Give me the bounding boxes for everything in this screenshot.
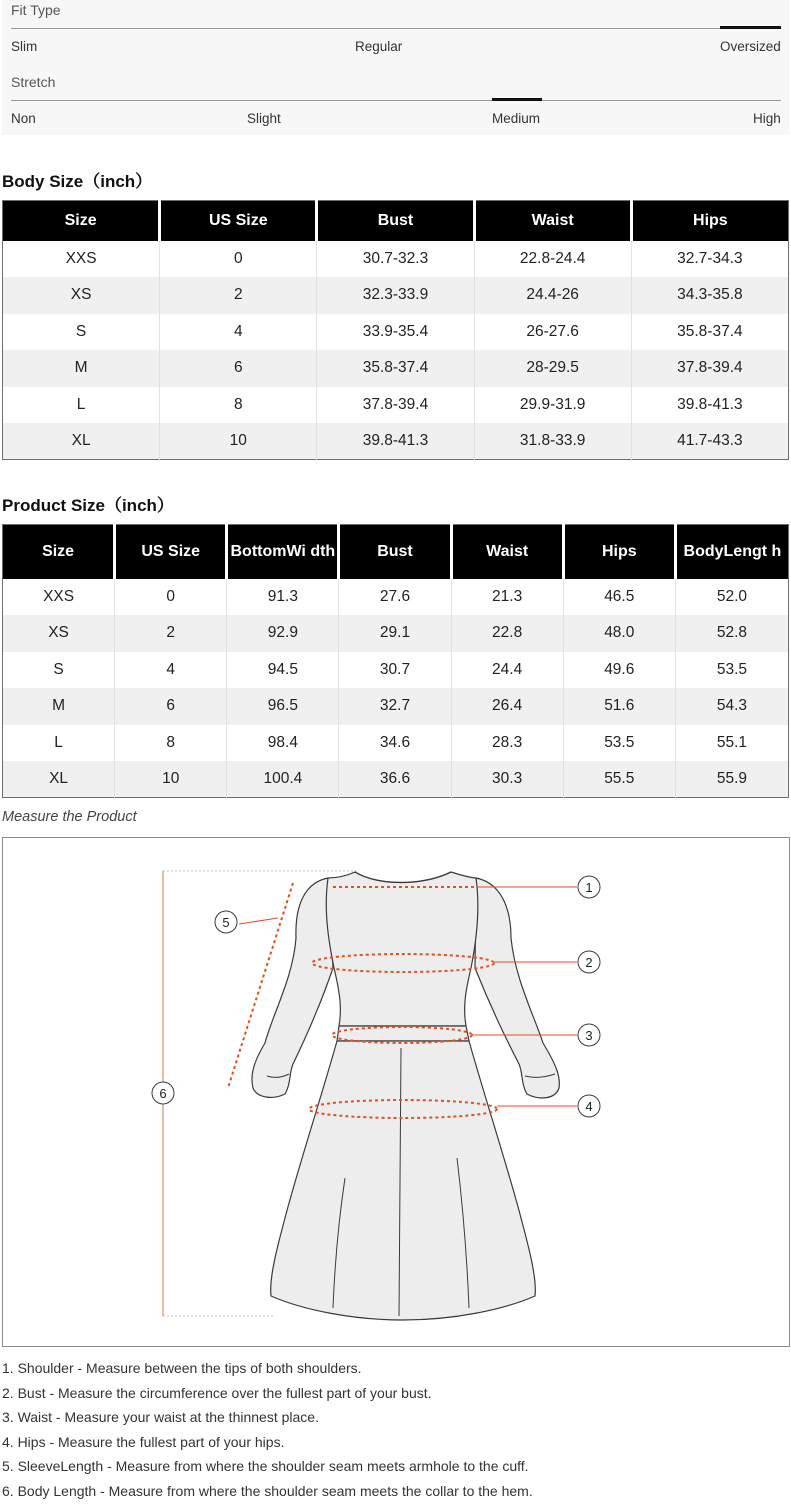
- table-cell: 52.0: [675, 579, 788, 616]
- product-size-title: Product Size（inch）: [2, 491, 174, 516]
- fit-type-label: Fit Type: [11, 2, 61, 18]
- table-cell: 34.3-35.8: [631, 277, 788, 314]
- table-cell: 30.3: [451, 761, 563, 798]
- table-cell: 6: [160, 350, 317, 387]
- table-cell: 28.3: [451, 725, 563, 762]
- table-cell: 31.8-33.9: [474, 423, 631, 460]
- fit-option-oversized: Oversized: [720, 39, 781, 54]
- table-cell: 54.3: [675, 688, 788, 725]
- table-cell: 35.8-37.4: [317, 350, 474, 387]
- table-row: [3, 350, 789, 387]
- table-cell: 26-27.6: [474, 314, 631, 351]
- callout-label-5: 5: [222, 915, 229, 930]
- table-cell: 4: [160, 314, 317, 351]
- stretch-selected-marker: [492, 98, 542, 101]
- table-cell: 49.6: [563, 652, 675, 689]
- header-bust: Bust: [317, 201, 474, 241]
- table-row: [3, 423, 789, 460]
- table-cell: 37.8-39.4: [631, 350, 788, 387]
- fit-type-scale: [11, 28, 781, 29]
- table-cell: 94.5: [227, 652, 339, 689]
- table-cell: 51.6: [563, 688, 675, 725]
- table-cell: 29.9-31.9: [474, 387, 631, 424]
- table-cell: 28-29.5: [474, 350, 631, 387]
- stretch-option-high: High: [753, 111, 781, 126]
- table-cell: S: [3, 652, 115, 689]
- table-cell: 29.1: [339, 615, 451, 652]
- table-cell: 55.9: [675, 761, 788, 798]
- table-cell: 39.8-41.3: [317, 423, 474, 460]
- table-cell: 55.5: [563, 761, 675, 798]
- body-size-header-row: [3, 201, 789, 241]
- table-cell: L: [3, 725, 115, 762]
- header-hips: Hips: [631, 201, 788, 241]
- table-cell: 22.8: [451, 615, 563, 652]
- fit-panel: [2, 0, 789, 135]
- header-size: Size: [3, 525, 115, 579]
- header-size: Size: [3, 201, 160, 241]
- table-cell: 33.9-35.4: [317, 314, 474, 351]
- table-cell: 53.5: [563, 725, 675, 762]
- product-size-table: [2, 524, 789, 798]
- stretch-label: Stretch: [11, 74, 55, 90]
- table-cell: 92.9: [227, 615, 339, 652]
- table-row: [3, 761, 789, 798]
- note-body-length: 6. Body Length - Measure from where the shoulder seam meets the collar to the hem.: [2, 1481, 782, 1505]
- table-cell: M: [3, 688, 115, 725]
- table-cell: 0: [160, 241, 317, 278]
- table-cell: 36.6: [339, 761, 451, 798]
- table-cell: 6: [115, 688, 227, 725]
- callout-label-2: 2: [585, 955, 592, 970]
- note-hips: 4. Hips - Measure the fullest part of your hips.: [2, 1432, 782, 1457]
- left-sleeve: [252, 878, 333, 1097]
- table-cell: 24.4-26: [474, 277, 631, 314]
- table-cell: XS: [3, 277, 160, 314]
- fit-option-slim: Slim: [11, 39, 37, 54]
- table-row: [3, 314, 789, 351]
- table-cell: 53.5: [675, 652, 788, 689]
- table-cell: XS: [3, 615, 115, 652]
- table-cell: 39.8-41.3: [631, 387, 788, 424]
- table-cell: 0: [115, 579, 227, 616]
- table-row: [3, 652, 789, 689]
- table-cell: 24.4: [451, 652, 563, 689]
- header-bust: Bust: [339, 525, 451, 579]
- table-cell: 32.7-34.3: [631, 241, 788, 278]
- table-row: [3, 688, 789, 725]
- body-size-table: [2, 200, 789, 460]
- table-cell: M: [3, 350, 160, 387]
- header-body-length: BodyLengt h: [675, 525, 788, 579]
- callout-label-4: 4: [585, 1099, 592, 1114]
- table-cell: 2: [160, 277, 317, 314]
- table-cell: 4: [115, 652, 227, 689]
- table-row: [3, 277, 789, 314]
- table-cell: XL: [3, 761, 115, 798]
- header-hips: Hips: [563, 525, 675, 579]
- table-cell: 48.0: [563, 615, 675, 652]
- stretch-option-non: Non: [11, 111, 36, 126]
- stretch-scale: [11, 100, 781, 101]
- table-cell: 27.6: [339, 579, 451, 616]
- table-cell: 91.3: [227, 579, 339, 616]
- table-cell: 8: [115, 725, 227, 762]
- table-cell: 22.8-24.4: [474, 241, 631, 278]
- table-cell: XL: [3, 423, 160, 460]
- bodice: [326, 872, 478, 1026]
- table-cell: 100.4: [227, 761, 339, 798]
- table-cell: 32.3-33.9: [317, 277, 474, 314]
- table-row: [3, 725, 789, 762]
- right-sleeve: [475, 878, 559, 1098]
- table-cell: 26.4: [451, 688, 563, 725]
- note-waist: 3. Waist - Measure your waist at the thinnest place.: [2, 1407, 782, 1432]
- body-size-title: Body Size（inch）: [2, 167, 152, 192]
- measure-caption: Measure the Product: [2, 809, 137, 825]
- product-size-header-row: [3, 525, 789, 579]
- table-cell: 30.7: [339, 652, 451, 689]
- table-cell: 2: [115, 615, 227, 652]
- table-cell: 32.7: [339, 688, 451, 725]
- table-cell: 52.8: [675, 615, 788, 652]
- table-cell: XXS: [3, 579, 115, 616]
- table-cell: S: [3, 314, 160, 351]
- note-shoulder: 1. Shoulder - Measure between the tips of both shoulders.: [2, 1358, 782, 1383]
- header-waist: Waist: [451, 525, 563, 579]
- dress-illustration: [3, 838, 789, 1346]
- table-cell: 8: [160, 387, 317, 424]
- table-cell: 30.7-32.3: [317, 241, 474, 278]
- callout-label-6: 6: [159, 1086, 166, 1101]
- table-row: [3, 615, 789, 652]
- table-cell: 55.1: [675, 725, 788, 762]
- table-row: [3, 387, 789, 424]
- table-row: [3, 241, 789, 278]
- callout-label-3: 3: [585, 1028, 592, 1043]
- callout-label-1: 1: [585, 880, 592, 895]
- table-cell: 10: [115, 761, 227, 798]
- table-cell: 35.8-37.4: [631, 314, 788, 351]
- table-cell: 46.5: [563, 579, 675, 616]
- table-cell: XXS: [3, 241, 160, 278]
- table-cell: 37.8-39.4: [317, 387, 474, 424]
- fit-option-regular: Regular: [355, 39, 402, 54]
- table-cell: 21.3: [451, 579, 563, 616]
- table-cell: L: [3, 387, 160, 424]
- table-cell: 10: [160, 423, 317, 460]
- stretch-option-medium: Medium: [492, 111, 540, 126]
- header-us-size: US Size: [115, 525, 227, 579]
- table-row: [3, 579, 789, 616]
- header-bottom-width: BottomWi dth: [227, 525, 339, 579]
- table-cell: 41.7-43.3: [631, 423, 788, 460]
- header-us-size: US Size: [160, 201, 317, 241]
- stretch-option-slight: Slight: [247, 111, 281, 126]
- note-sleeve-length: 5. SleeveLength - Measure from where the shoulder seam meets armhole to the cuff.: [2, 1456, 782, 1481]
- fit-type-selected-marker: [720, 26, 781, 29]
- measure-notes: [2, 1358, 782, 1505]
- measure-diagram: [2, 837, 790, 1347]
- table-cell: 96.5: [227, 688, 339, 725]
- table-cell: 98.4: [227, 725, 339, 762]
- skirt: [271, 1041, 536, 1320]
- header-waist: Waist: [474, 201, 631, 241]
- note-bust: 2. Bust - Measure the circumference over the fullest part of your bust.: [2, 1383, 782, 1408]
- table-cell: 34.6: [339, 725, 451, 762]
